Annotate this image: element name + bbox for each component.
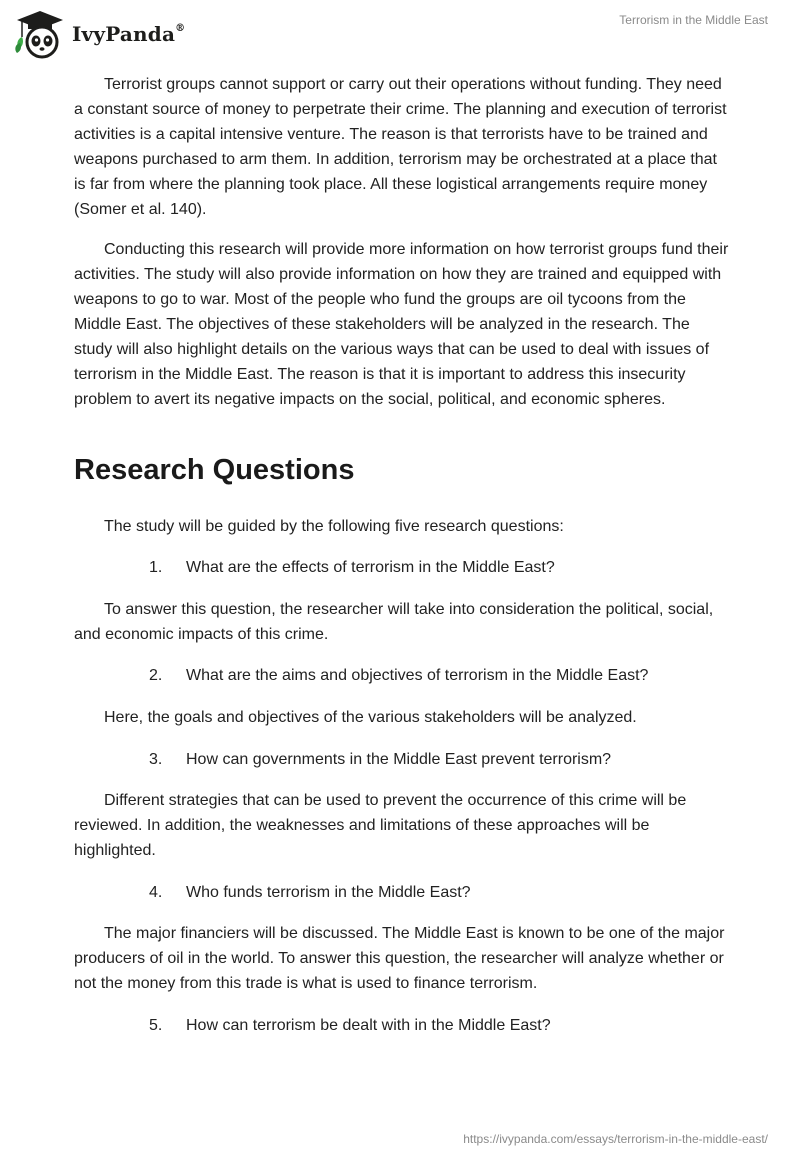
question-text: How can terrorism be dealt with in the Middle East?: [186, 1017, 551, 1034]
paragraph-text: The study will be guided by the following five research questions:: [104, 518, 564, 535]
question-text: How can governments in the Middle East prevent terrorism?: [186, 751, 612, 768]
list-number: 2.: [149, 667, 163, 684]
section-heading: Research Questions: [74, 454, 355, 486]
answer-paragraph: [74, 921, 730, 996]
paragraph-text: Terrorist groups cannot support or carry out their operations without funding. They need a constant source of money to perpetrate their crime. The planning and execution of terrorist activities is a capital intensive venture. The reason is that terrorists have to be trained and weapons purchased to arm them. In addition, terrorism may be orchestrated at a place that is far from where the planning took place. All these logistical arrangements require money (Somer et al. 140).: [74, 76, 727, 218]
paragraph-text: Different strategies that can be used to prevent the occurrence of this crime will be reviewed. In addition, the weaknesses and limitations of these approaches will be highlighted.: [74, 792, 687, 859]
list-item: [149, 555, 555, 580]
paragraph-text: Conducting this research will provide more information on how terrorist groups fund their activities. The study will also provide information on how they are trained and equipped with weapons to go to war. Most of the people who fund the groups are oil tycoons from the Middle East. The objectives of these stakeholders will be analyzed in the research. The study will also highlight details on the various ways that can be used to deal with issues of terrorism in the Middle East. The reason is that it is important to address this insecurity problem to avert its negative impacts on the social, political, and economic spheres.: [74, 241, 729, 408]
registered-mark: ®: [175, 23, 186, 35]
list-number: 1.: [149, 559, 163, 576]
running-title: Terrorism in the Middle East: [619, 13, 768, 27]
intro-paragraph: [74, 514, 730, 539]
question-text: What are the effects of terrorism in the Middle East?: [186, 559, 555, 576]
answer-paragraph: [74, 597, 730, 647]
source-url[interactable]: https://ivypanda.com/essays/terrorism-in-the-middle-east/: [463, 1132, 768, 1146]
brand-name: IvyPanda®: [72, 22, 186, 46]
question-text: Who funds terrorism in the Middle East?: [186, 884, 471, 901]
answer-paragraph: [74, 705, 730, 730]
paragraph-research-purpose: [74, 237, 730, 412]
paragraph-text: To answer this question, the researcher will take into consideration the political, social, and economic impacts of this crime.: [74, 601, 714, 643]
paragraph-text: The major financiers will be discussed. The Middle East is known to be one of the major producers of oil in the world. To answer this question, the researcher will analyze whether or not the money from this trade is what is used to finance terrorism.: [74, 925, 725, 992]
paragraph-funding: [74, 72, 730, 222]
question-text: What are the aims and objectives of terrorism in the Middle East?: [186, 667, 649, 684]
panda-graduate-icon: [14, 9, 66, 59]
paragraph-text: Here, the goals and objectives of the various stakeholders will be analyzed.: [104, 709, 637, 726]
ivypanda-logo[interactable]: [14, 9, 185, 59]
list-item: [149, 880, 471, 905]
list-number: 3.: [149, 751, 163, 768]
list-item: [149, 663, 648, 688]
list-number: 5.: [149, 1017, 163, 1034]
list-item: [149, 747, 611, 772]
list-number: 4.: [149, 884, 163, 901]
answer-paragraph: [74, 788, 730, 863]
page-header: [0, 0, 800, 70]
list-item: [149, 1013, 551, 1038]
